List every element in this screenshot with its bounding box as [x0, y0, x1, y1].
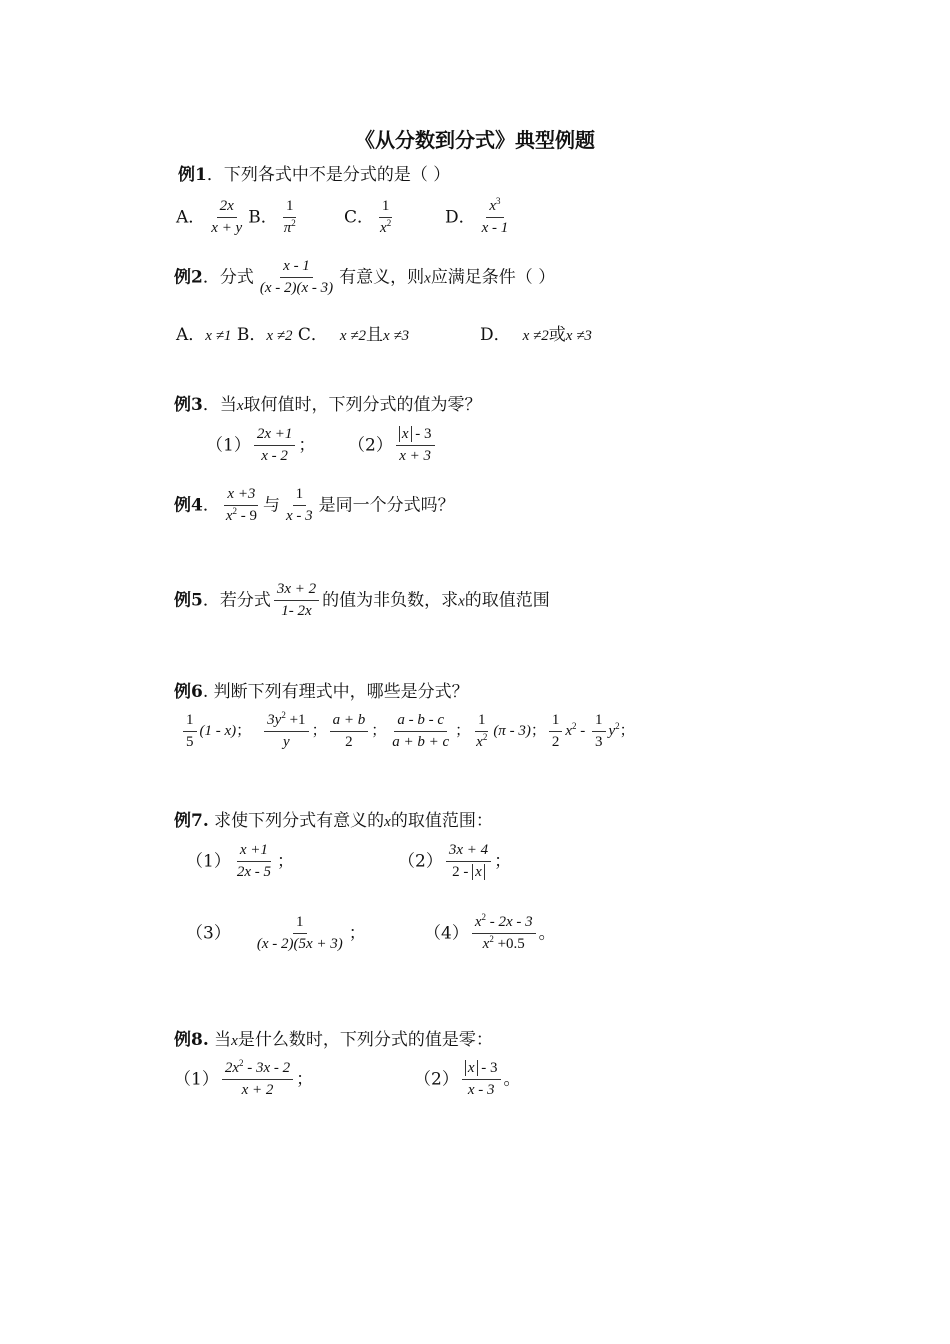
example-8-part-1: （1） $\frac{2x^2 - 3x - 2}{x + 2}$ ； — [174, 1058, 314, 1099]
example-6-expressions: $\frac{1}{5}$ (1 - x)； $\frac{3y^2 +1}{y}$ ； $\frac{a + b}{2}$ ； $\frac{a - b - c}{a + b + c}$ ； $\frac{1}{x^2}$ (π - 3)； $\frac{1}{2}$ $x^2$ - $\frac{1}{3}$ $y^2$； — [180, 712, 635, 752]
example-3-label: 例3 — [174, 395, 203, 415]
example-5-question: 例5．若分式 $\frac{3x + 2}{1- 2x}$ 的值为非负数，求x的取值范围 — [174, 581, 550, 620]
example-1-options — [176, 198, 302, 238]
example-6-label: 例6 — [174, 682, 203, 702]
example-1-option-d: D． $\frac{x^3}{x - 1}$ — [445, 198, 514, 238]
example-8-question: 例8. 当x是什么数时，下列分式的值是零： — [174, 1030, 493, 1050]
example-4-label: 例4 — [174, 495, 203, 516]
option-b-label: B． — [248, 207, 278, 228]
example-7-part-2: （2） $\frac{3x + 4}{2 - x}$ ； — [398, 842, 512, 881]
example-7-part-4: （4） $\frac{x^2 - 2x - 3}{x^2 +0.5}$ 。 — [424, 912, 556, 953]
option-b-fraction: $\frac{1}{\pi^2}$ — [283, 198, 296, 237]
option-a-fraction: $\frac{2x}{x + y}$ — [211, 198, 243, 237]
example-5-label: 例5 — [174, 590, 203, 611]
example-2-option-d: D． x ≠2或x ≠3 — [480, 325, 592, 345]
example-3-part-1: （1） $\frac{2x +1}{x - 2}$ ； — [206, 426, 316, 465]
option-c-fraction: $\frac{1}{x^2}$ — [380, 198, 392, 237]
example-1-label: 例1 — [178, 165, 207, 185]
example-4-question: 例4． $\frac{x +3}{x^2 - 9}$ 与 $\frac{1}{x - 3}$ 是同一个分式吗？ — [174, 486, 455, 525]
example-1-option-c: C． $\frac{1}{x^2}$ — [344, 198, 397, 238]
example-2-fraction: $\frac{x - 1}{(x - 2)(x - 3)}$ — [259, 258, 334, 297]
example-1-question: 例1．下列各式中不是分式的是（ ） — [178, 165, 451, 185]
example-3-question: 例3．当x取何值时，下列分式的值为零？ — [174, 395, 482, 415]
example-7-label: 例7. — [174, 811, 209, 831]
page-title: 《从分数到分式》典型例题 — [355, 128, 595, 152]
example-8-label: 例8. — [174, 1030, 209, 1050]
option-b-value: x ≠2 — [266, 328, 293, 344]
example-2-options: A．x ≠1 B．x ≠2 C． x ≠2且x ≠3 — [176, 325, 410, 345]
example-2-label: 例2 — [174, 267, 203, 288]
example-7-part-1: （1） $\frac{x +1}{2x - 5}$ ； — [186, 842, 294, 881]
example-7-question: 例7. 求使下列分式有意义的x的取值范围： — [174, 811, 493, 831]
example-2-question: 例2．分式 $\frac{x - 1}{(x - 2)(x - 3)}$ 有意义，则x应满足条件（ ） — [174, 258, 556, 297]
option-a-label: A． — [176, 207, 206, 228]
example-6-question: 例6. 判断下列有理式中，哪些是分式？ — [174, 682, 469, 702]
example-8-part-2: （2） $\frac{x - 3}{x - 3}$ 。 — [414, 1060, 521, 1099]
example-7-part-3: （3） $\frac{1}{(x - 2)(5x + 3)}$ ； — [186, 914, 366, 953]
example-3-part-2: （2） $\frac{x - 3}{x + 3}$ — [348, 426, 438, 466]
option-a-value: x ≠1 — [205, 328, 232, 344]
option-d-fraction: $\frac{x^3}{x - 1}$ — [481, 196, 509, 237]
